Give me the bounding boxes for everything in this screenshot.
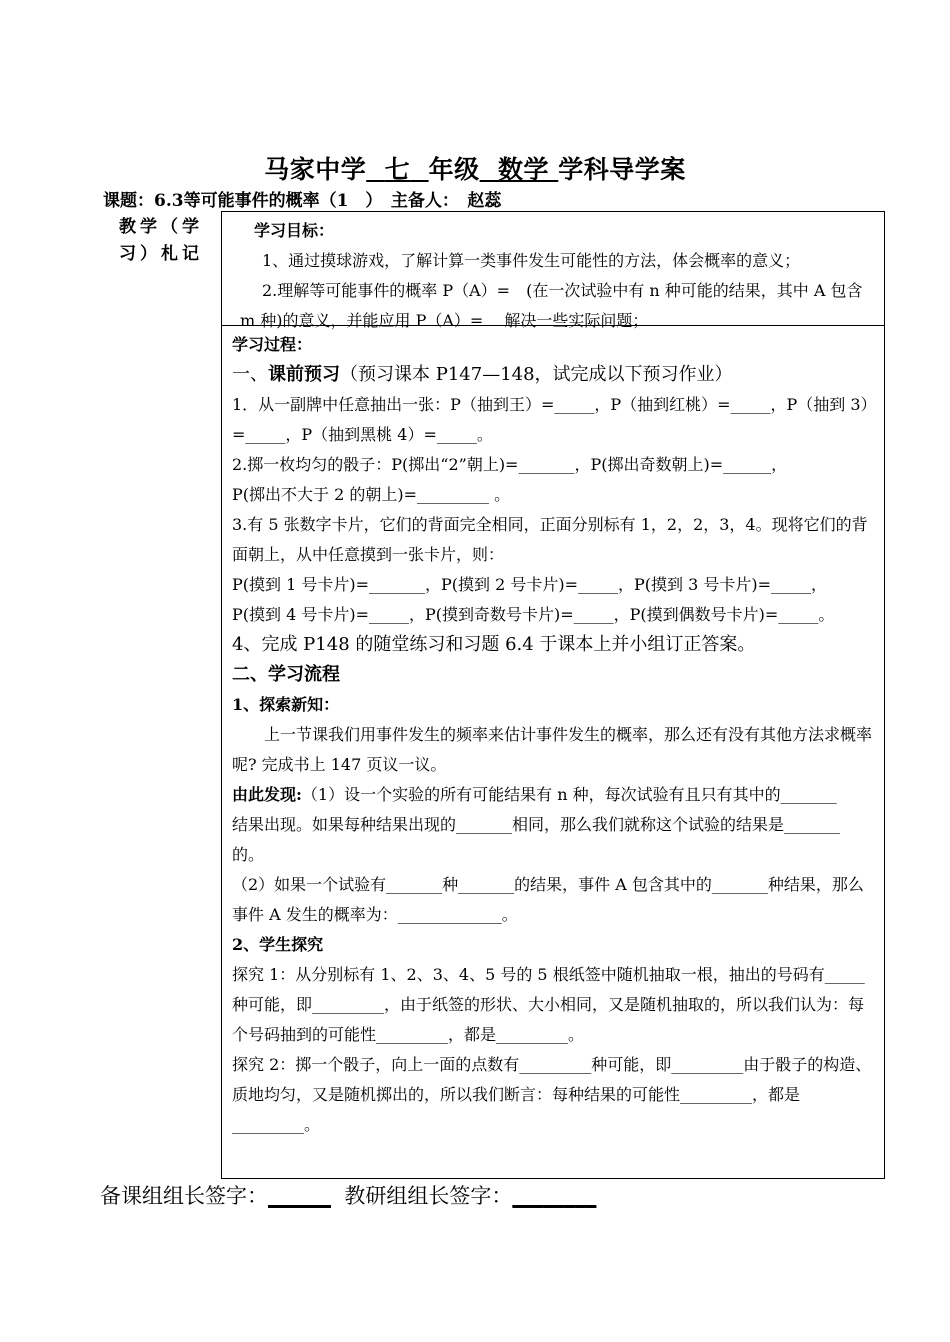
- explore-title: 1、探索新知：: [232, 695, 340, 714]
- grade-blank: 七: [384, 155, 411, 184]
- flow-section-title: 二、学习流程: [232, 664, 340, 685]
- student-inquiry-title: 2、学生探究: [232, 935, 324, 954]
- preview-question-2: 2.掷一枚均匀的骰子：P(掷出“2”朝上)=_______，P(掷出奇数朝上)=______，: [232, 455, 788, 474]
- inquiry-1: 探究 1：从分别标有 1、2、3、4、5 号的 5 根纸签中随机抽取一根，抽出的号码有_____种可能，即_________，由于纸签的形状、大小相同，又是随机抽取的，所以我们认为：每个号码抽到的可能性_________，都是_________。: [232, 965, 865, 1044]
- found-paragraph-2: （2）如果一个试验有_______种_______的结果，事件 A 包含其中的_______种结果，那么事件 A 发生的概率为：_____________。: [232, 875, 864, 924]
- preview-question-1: 1．从一副牌中任意抽出一张：P（抽到王）=_____，P（抽到红桃）=_____，P（抽到 3）=_____，P（抽到黑桃 4）=_____。: [232, 395, 869, 444]
- explore-text: 上一节课我们用事件发生的频率来估计事件发生的概率，那么还有没有其他方法求概率呢? 完成书上 147 页议一议。: [232, 725, 873, 774]
- inquiry-2: 探究 2：掷一个骰子，向上一面的点数有_________种可能，即_________由于骰子的构造、质地均匀，又是随机掷出的，所以我们断言：每种结果的可能性_________，都是_________。: [232, 1055, 872, 1134]
- found-paragraph-1: 由此发现:（1）设一个实验的所有可能结果有 n 种，每次试验有且只有其中的_______ 结果出现。如果每种结果出现的_______相同，那么我们就称这个试验的结果是_______ 的。: [232, 785, 869, 864]
- lesson-line: 课题：6.3等可能事件的概率（1 ） 主备人： 赵蕊: [103, 191, 502, 211]
- goals-box: [221, 211, 885, 330]
- subject-blank: 数学: [498, 155, 550, 184]
- document-title: 马家中学 七 年级 数学 学科导学案: [264, 155, 686, 184]
- goal-item: 2.理解等可能事件的概率 P（A）= (在一次试验中有 n 种可能的结果，其中 A 包含 m 种)的意义，并能应用 P（A）= 解决一些实际问题；: [240, 281, 863, 330]
- preview-question-3: 3.有 5 张数字卡片，它们的背面完全相同，正面分别标有 1，2，2，3，4。现将它们的背面朝上，从中任意摸到一张卡片，则：: [232, 515, 868, 564]
- signature-line: 备课组组长签字：______ 教研组组长签字：________: [100, 1183, 597, 1208]
- research-leader-signature-blank: ________: [512, 1183, 597, 1208]
- preview-question-3a: P(摸到 1 号卡片)=_______，P(摸到 2 号卡片)=_____，P(摸到 3 号卡片)=_____，: [232, 575, 828, 594]
- school-name: 马家中学: [264, 155, 367, 184]
- process-box: [221, 325, 885, 1179]
- preview-question-3b: P(摸到 4 号卡片)=_____，P(摸到奇数号卡片)=_____，P(摸到偶数号卡片)=_____。: [232, 605, 835, 624]
- prep-leader-signature-blank: ______: [268, 1183, 331, 1208]
- goal-item: 1、通过摸球游戏，了解计算一类事件发生可能性的方法，体会概率的意义；: [262, 251, 801, 270]
- preview-question-2b: P(掷出不大于 2 的朝上)=_________ 。: [232, 485, 511, 504]
- preview-question-4: 4、完成 P148 的随堂练习和习题 6.4 于课本上并小组订正答案。: [232, 634, 756, 655]
- process-heading: 学习过程：: [232, 335, 313, 354]
- goals-heading: 学习目标：: [254, 221, 335, 240]
- preview-section-title: 一、课前预习（预习课本 P147—148，试完成以下预习作业）: [232, 364, 733, 385]
- notes-column-label: 教学（学习）札记: [119, 217, 203, 264]
